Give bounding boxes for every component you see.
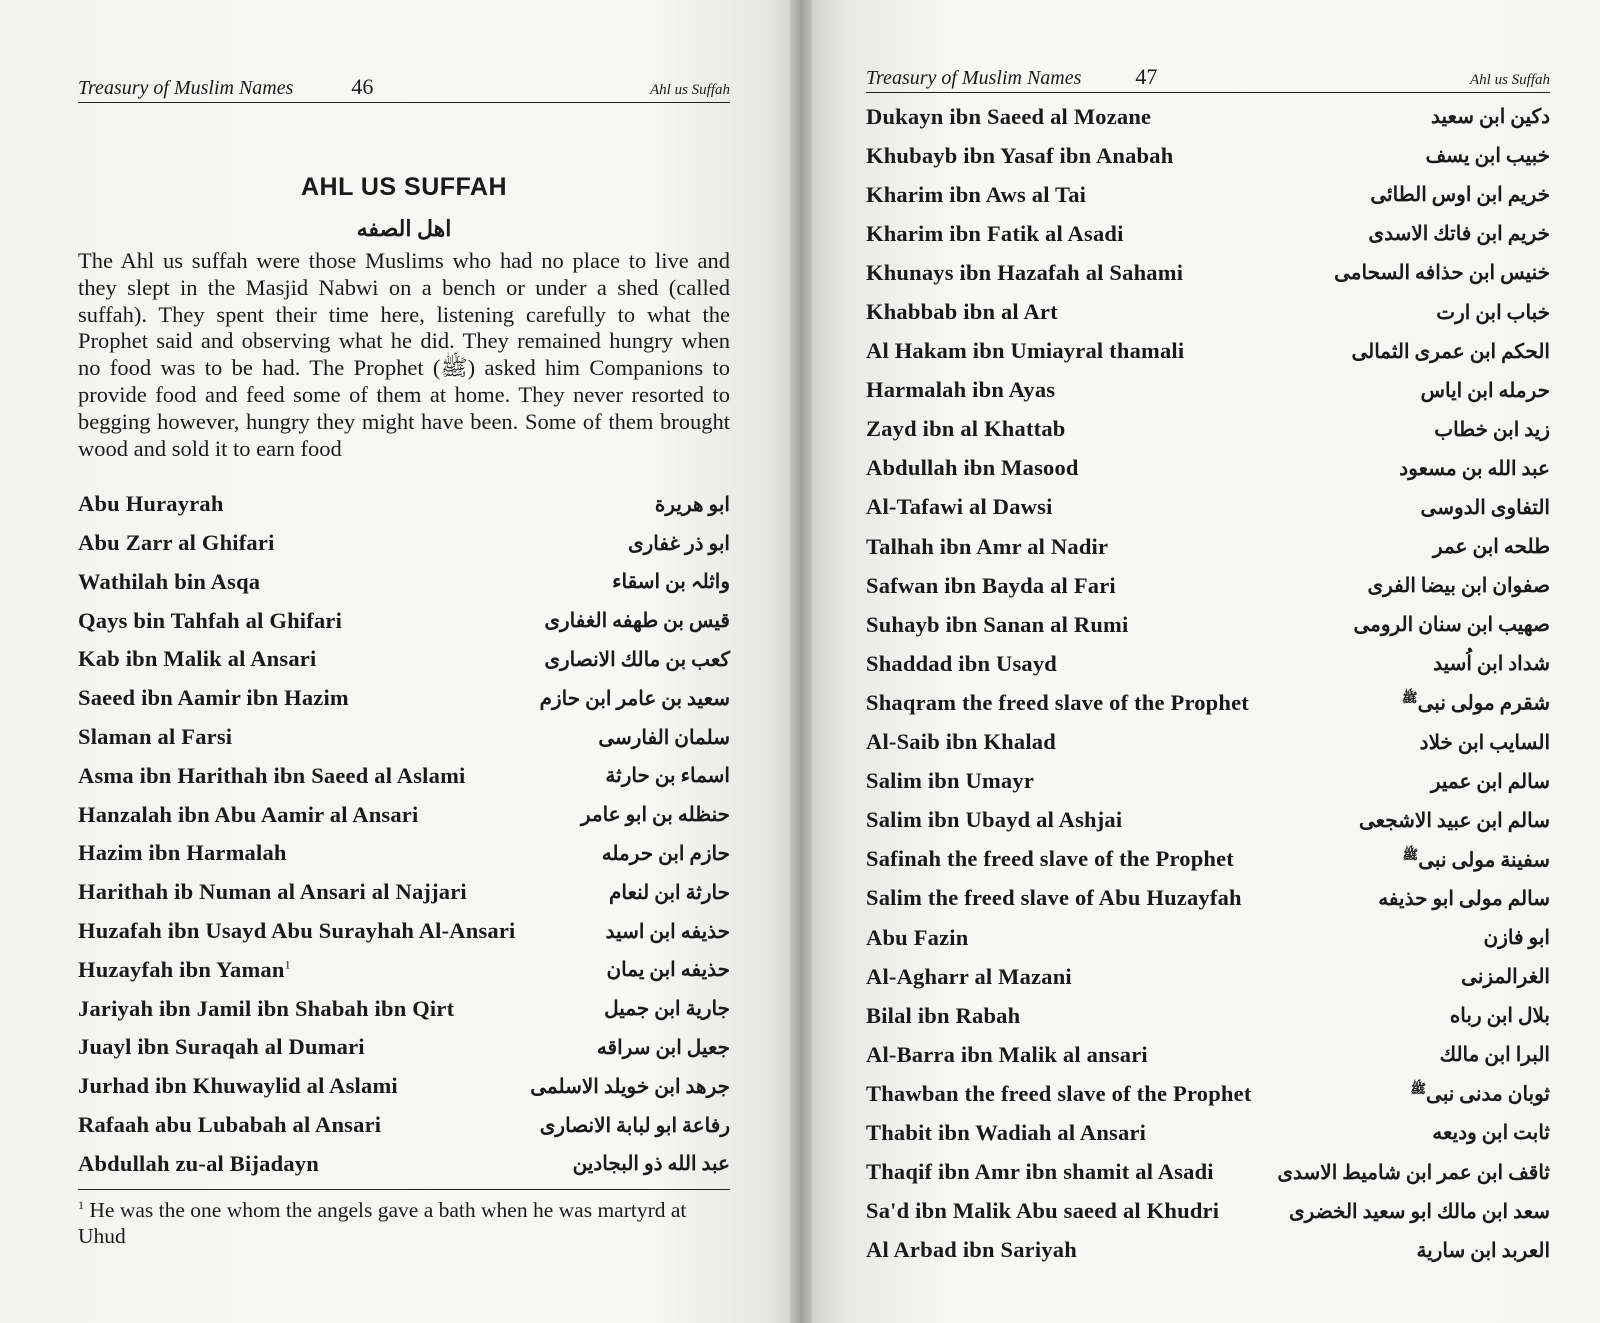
footnote-marker: 1 <box>78 1198 84 1213</box>
section-title: AHL US SUFFAH <box>300 173 508 201</box>
name-row <box>866 566 1550 605</box>
arabic-name-text: سالم ابن عبید الاشجعی <box>1358 809 1550 832</box>
english-name-text: Kharim ibn Fatik al Asadi <box>866 220 1124 246</box>
arabic-name <box>1416 1238 1550 1263</box>
name-row <box>78 795 730 834</box>
english-name-text: Jurhad ibn Khuwaylid al Aslami <box>78 1073 398 1099</box>
arabic-name-text: حذیفه ابن اسید <box>605 920 730 943</box>
english-name-text: Abu Fazin <box>866 924 969 950</box>
arabic-name <box>1408 1081 1550 1107</box>
english-name-text: Zayd ibn al Khattab <box>866 416 1066 442</box>
name-row <box>78 873 730 912</box>
english-name <box>866 182 1086 208</box>
name-row <box>78 756 730 795</box>
arabic-name <box>1434 417 1550 442</box>
book-title: Treasury of Muslim Names <box>78 77 294 99</box>
names-list <box>866 97 1550 1270</box>
name-row <box>866 605 1550 644</box>
name-row <box>78 950 730 989</box>
name-row <box>866 175 1550 214</box>
arabic-name-text: قیس بن طهفه الغفاری <box>544 610 730 633</box>
english-name-text: Rafaah abu Lubabah al Ansari <box>78 1112 382 1138</box>
arabic-name <box>1421 378 1550 403</box>
arabic-name-text: ثوبان مدنی نبی <box>1426 1083 1550 1106</box>
english-name-text: Talhah ibn Amr al Nadir <box>866 533 1109 559</box>
english-name <box>866 729 1056 755</box>
arabic-name-text: ابو ذر غفاری <box>627 532 730 555</box>
english-name-text: Al-Saib ibn Khalad <box>866 729 1056 755</box>
english-name <box>866 1198 1219 1224</box>
arabic-name <box>540 1113 730 1138</box>
english-name-text: Kab ibn Malik al Ansari <box>78 646 317 672</box>
english-name <box>866 260 1183 286</box>
english-name-text: Harmalah ibn Ayas <box>866 377 1056 403</box>
name-row <box>866 1192 1550 1231</box>
english-name <box>78 608 342 634</box>
intro-paragraph: The Ahl us suffah were those Muslims who had no place to live and they slept in the Masjid Nabwi on a bench or under a shed (called suffah). They spent their time here, listening carefully to what the Prophet said and observing what he did. They remained hungry when no food was to be had. The Prophet (ﷺ) asked him Companions to provide food and feed some of them at home. They never resorted to begging however, hungry they might have been. Some of them brought wood and sold it to earn food <box>78 248 730 461</box>
name-row <box>866 1035 1550 1074</box>
book-title: Treasury of Muslim Names <box>866 67 1082 89</box>
english-name <box>866 1237 1077 1263</box>
names-list <box>78 485 730 1183</box>
arabic-name-text: خنیس ابن حذافه السحامی <box>1334 262 1550 285</box>
arabic-name <box>573 1151 730 1176</box>
arabic-name <box>1353 612 1550 637</box>
english-name <box>866 1120 1146 1146</box>
name-row <box>866 449 1550 488</box>
arabic-name-text: سلمان الفارسی <box>598 726 730 749</box>
arabic-name <box>1431 769 1550 794</box>
arabic-name <box>1436 300 1550 325</box>
arabic-name-text: السایب ابن خلاد <box>1419 731 1550 754</box>
english-name <box>866 221 1124 247</box>
arabic-name <box>597 1035 730 1060</box>
english-name-text: Safwan ibn Bayda al Fari <box>866 572 1116 598</box>
arabic-name <box>1450 1003 1550 1028</box>
arabic-name-text: سعد ابن مالك ابو سعید الخضری <box>1289 1200 1550 1223</box>
english-name-text: Qays bin Tahfah al Ghifari <box>78 607 343 633</box>
english-name-text: Thaqif ibn Amr ibn shamit al Asadi <box>866 1159 1214 1185</box>
arabic-name <box>1431 104 1550 129</box>
english-name-text: Jariyah ibn Jamil ibn Shabah ibn Qirt <box>78 995 455 1021</box>
name-row <box>78 640 730 679</box>
english-name <box>866 964 1072 990</box>
arabic-name <box>1421 495 1550 520</box>
arabic-name-text: سالم مولی ابو حذیفه <box>1378 887 1550 910</box>
arabic-name <box>1461 964 1550 989</box>
arabic-name-text: صفوان ابن بيضا الفرى <box>1367 575 1550 598</box>
english-name-text: Wathilah bin Asqa <box>78 568 261 594</box>
arabic-name <box>1378 886 1550 911</box>
arabic-name-text: شداد ابن اُسید <box>1433 653 1550 676</box>
arabic-name-text: خباب ابن ارت <box>1436 301 1550 324</box>
arabic-name-text: حنظله بن ابو عامر <box>580 804 730 827</box>
arabic-name <box>1420 730 1550 755</box>
arabic-name <box>540 686 730 711</box>
english-name <box>78 802 418 828</box>
arabic-name <box>1399 456 1550 481</box>
name-row <box>78 679 730 718</box>
english-name <box>866 846 1234 872</box>
english-name <box>78 1112 381 1138</box>
arabic-name <box>1368 221 1550 246</box>
english-name <box>866 377 1055 403</box>
name-row <box>78 1106 730 1145</box>
page-number: 46 <box>351 74 374 99</box>
english-name <box>78 1034 365 1060</box>
arabic-name <box>628 531 730 556</box>
arabic-name-text: ثابت ابن ودیعه <box>1432 1122 1550 1145</box>
english-name <box>866 807 1122 833</box>
name-row <box>78 1067 730 1106</box>
english-name <box>866 534 1108 560</box>
english-name-text: Asma ibn Harithah ibn Saeed al Aslami <box>78 762 466 788</box>
arabic-name <box>606 957 730 982</box>
arabic-name-text: ثاقف ابن عمر ابن شامیط الاسدی <box>1277 1161 1550 1184</box>
arabic-name <box>530 1074 730 1099</box>
arabic-name <box>598 725 730 750</box>
english-name <box>866 1081 1252 1107</box>
name-row <box>866 214 1550 253</box>
arabic-name-text: حارثة ابن لنعام <box>608 881 730 904</box>
name-row <box>866 801 1550 840</box>
arabic-name-text: جارية ابن جميل <box>604 998 730 1021</box>
english-name <box>78 763 465 789</box>
english-name <box>866 1003 1020 1029</box>
honorific-glyph: ﷺ <box>1402 846 1419 862</box>
english-name-text: Sa'd ibn Malik Abu saeed al Khudri <box>866 1198 1220 1224</box>
english-name <box>78 879 467 905</box>
arabic-name <box>1433 651 1550 676</box>
english-name <box>866 690 1249 716</box>
footnote-text: He was the one whom the angels gave a bath when he was martyrd at Uhud <box>78 1198 687 1249</box>
arabic-name-text: خریم ابن فاتك الاسدی <box>1368 223 1550 246</box>
arabic-name-text: زید ابن خطاب <box>1434 418 1550 441</box>
arabic-name <box>1400 690 1550 716</box>
arabic-name <box>605 763 730 788</box>
english-name-text: Shaddad ibn Usayd <box>866 650 1058 676</box>
english-name <box>78 957 291 983</box>
english-name-text: Thawban the freed slave of the Prophet <box>866 1080 1252 1106</box>
name-row <box>866 918 1550 957</box>
arabic-name <box>1425 143 1550 168</box>
english-name <box>866 573 1116 599</box>
arabic-name-text: عبد الله بن مسعود <box>1399 457 1550 480</box>
name-row <box>78 524 730 563</box>
english-name <box>78 1151 319 1177</box>
arabic-name-text: البرا ابن مالك <box>1439 1044 1550 1067</box>
arabic-name-text: رفاعة ابو لبابة الانصاری <box>539 1114 730 1137</box>
name-row <box>866 1113 1550 1152</box>
arabic-name <box>1289 1199 1550 1224</box>
arabic-name-text: جعیل ابن سراقه <box>596 1036 730 1059</box>
english-name <box>866 338 1184 364</box>
english-name-text: Juayl ibn Suraqah al Dumari <box>78 1034 365 1060</box>
name-row <box>866 136 1550 175</box>
arabic-name-text: حذیفه ابن یمان <box>606 959 730 982</box>
name-row <box>866 292 1550 331</box>
arabic-name <box>602 841 730 866</box>
honorific-glyph: ﷺ <box>1410 1081 1427 1097</box>
arabic-name-text: کعب بن مالك الانصاری <box>544 648 730 671</box>
english-name-text: Abu Hurayrah <box>78 491 224 517</box>
name-row <box>866 488 1550 527</box>
english-name-text: Slaman al Farsi <box>78 724 233 750</box>
arabic-name <box>609 880 730 905</box>
english-name-text: Thabit ibn Wadiah al Ansari <box>866 1119 1147 1145</box>
arabic-name <box>581 802 730 827</box>
name-row <box>866 253 1550 292</box>
name-row <box>78 718 730 757</box>
english-name-text: Al Arbad ibn Sariyah <box>866 1237 1077 1263</box>
arabic-name <box>1433 534 1550 559</box>
arabic-name-text: صهیب ابن سنان الرومی <box>1353 614 1550 637</box>
english-name-text: Hanzalah ibn Abu Aamir al Ansari <box>78 801 419 827</box>
arabic-name-text: حرمله ابن ایاس <box>1420 379 1550 402</box>
arabic-name-text: خبیب ابن یسف <box>1425 145 1550 168</box>
name-row <box>78 1028 730 1067</box>
arabic-name-text: سعید بن عامر ابن حازم <box>539 687 730 710</box>
arabic-name-text: التفاوی الدوسی <box>1420 496 1550 519</box>
english-name-text: Dukayn ibn Saeed al Mozane <box>866 103 1152 129</box>
arabic-name <box>1432 1120 1550 1145</box>
arabic-name <box>544 608 730 633</box>
arabic-name-text: خریم ابن اوس الطائی <box>1370 184 1550 207</box>
english-name <box>866 925 968 951</box>
name-row <box>866 996 1550 1035</box>
english-name-text: Kharim ibn Aws al Tai <box>866 181 1087 207</box>
arabic-name-text: بلال ابن رباه <box>1449 1005 1550 1028</box>
arabic-name-text: شقرم مولی نبی <box>1417 692 1550 715</box>
arabic-name-text: العربد ابن سارية <box>1416 1239 1550 1262</box>
right-page <box>800 0 1600 1323</box>
arabic-name <box>1359 808 1550 833</box>
page-header <box>78 74 730 103</box>
name-row <box>866 97 1550 136</box>
english-name <box>866 494 1053 520</box>
english-name <box>866 299 1058 325</box>
name-row <box>78 912 730 951</box>
name-row <box>866 1074 1550 1113</box>
english-name <box>866 455 1079 481</box>
arabic-name <box>1370 182 1550 207</box>
english-name-text: Abdullah zu-al Bijadayn <box>78 1150 319 1176</box>
english-name <box>78 840 287 866</box>
arabic-name <box>1401 847 1550 873</box>
english-name <box>78 491 224 517</box>
english-name-text: Safinah the freed slave of the Prophet <box>866 846 1234 872</box>
arabic-name-text: حازم ابن حرمله <box>601 842 730 865</box>
arabic-name-text: ابو هريرة <box>654 493 730 516</box>
running-section-title: Ahl us Suffah <box>649 82 730 98</box>
footnote-reference: 1 <box>284 957 291 972</box>
arabic-name-text: ابو فازن <box>1483 927 1550 950</box>
english-name-text: Abu Zarr al Ghifari <box>78 530 275 556</box>
arabic-name <box>604 996 730 1021</box>
english-name-text: Al-Barra ibn Malik al ansari <box>866 1041 1148 1067</box>
name-row <box>78 834 730 873</box>
arabic-name-text: جرهد ابن خویلد الاسلمی <box>530 1075 730 1098</box>
name-row <box>78 485 730 524</box>
english-name-text: Saeed ibn Aamir ibn Hazim <box>78 685 349 711</box>
name-row <box>866 762 1550 801</box>
english-name <box>866 768 1034 794</box>
page-header <box>866 64 1550 93</box>
english-name <box>78 685 349 711</box>
name-row <box>78 562 730 601</box>
arabic-name-text: سفینة مولی نبی <box>1418 849 1550 872</box>
english-name <box>78 569 260 595</box>
english-name-text: Harithah ib Numan al Ansari al Najjari <box>78 879 467 905</box>
english-name-text: Khunays ibn Hazafah al Sahami <box>866 259 1184 285</box>
footnote <box>78 1189 730 1249</box>
english-name-text: Hazim ibn Harmalah <box>78 840 287 866</box>
running-section-title: Ahl us Suffah <box>1469 72 1550 88</box>
name-row <box>866 879 1550 918</box>
name-row <box>866 332 1550 371</box>
english-name-text: Shaqram the freed slave of the Prophet <box>866 689 1249 715</box>
name-row <box>866 371 1550 410</box>
english-name-text: Khabbab ibn al Art <box>866 299 1058 325</box>
name-row <box>866 840 1550 879</box>
name-row <box>866 1153 1550 1192</box>
english-name-text: Salim ibn Ubayd al Ashjai <box>866 807 1123 833</box>
name-row <box>78 989 730 1028</box>
name-row <box>866 1231 1550 1270</box>
english-name-text: Khubayb ibn Yasaf ibn Anabah <box>866 142 1174 168</box>
arabic-name-text: عبد الله ذو البجادين <box>572 1153 730 1176</box>
name-row <box>78 1144 730 1183</box>
english-name <box>866 1159 1214 1185</box>
english-name-text: Al-Agharr al Mazani <box>866 963 1072 989</box>
name-row <box>866 527 1550 566</box>
arabic-name-text: الحكم ابن عمری الثمالی <box>1351 340 1550 363</box>
english-name <box>866 612 1128 638</box>
english-name-text: Salim the freed slave of Abu Huzayfah <box>866 885 1242 911</box>
english-name <box>866 416 1066 442</box>
name-row <box>866 683 1550 722</box>
english-name-text: Suhayb ibn Sanan al Rumi <box>866 611 1129 637</box>
english-name <box>78 646 316 672</box>
section-title-arabic: اهل الصفه <box>356 216 452 241</box>
arabic-name-text: واثلہ بن اسقاء <box>612 571 730 594</box>
english-name <box>78 1073 398 1099</box>
arabic-name-text: طلحه ابن عمر <box>1432 536 1550 559</box>
name-row <box>866 723 1550 762</box>
english-name <box>78 918 516 944</box>
arabic-name <box>606 919 730 944</box>
arabic-name-text: اسماء بن حارثة <box>605 765 730 788</box>
arabic-name <box>655 492 730 517</box>
english-name-text: Huzayfah ibn Yaman <box>78 956 285 982</box>
arabic-name-text: الغرالمزنی <box>1461 966 1550 989</box>
english-name-text: Bilal ibn Rabah <box>866 1002 1021 1028</box>
arabic-name <box>544 647 730 672</box>
english-name-text: Al-Tafawi al Dawsi <box>866 494 1053 520</box>
arabic-name-text: دکین ابن سعید <box>1431 106 1550 129</box>
arabic-name-text: سالم ابن عمیر <box>1430 770 1550 793</box>
honorific-glyph: ﷺ <box>1401 690 1418 706</box>
english-name <box>866 651 1057 677</box>
arabic-name <box>1351 339 1550 364</box>
name-row <box>78 601 730 640</box>
page-number: 47 <box>1135 64 1158 89</box>
english-name-text: Abdullah ibn Masood <box>866 455 1079 481</box>
book-gutter <box>790 0 812 1323</box>
english-name <box>866 1042 1148 1068</box>
arabic-name <box>1440 1042 1550 1067</box>
english-name <box>866 885 1242 911</box>
name-row <box>866 644 1550 683</box>
arabic-name <box>1277 1160 1550 1185</box>
english-name <box>78 724 232 750</box>
arabic-name <box>1334 260 1550 285</box>
english-name <box>866 104 1151 130</box>
english-name <box>866 143 1173 169</box>
name-row <box>866 957 1550 996</box>
english-name-text: Salim ibn Umayr <box>866 768 1035 794</box>
english-name <box>78 996 454 1022</box>
arabic-name <box>612 569 730 594</box>
english-name <box>78 530 275 556</box>
english-name-text: Al Hakam ibn Umiayral thamali <box>866 338 1185 364</box>
arabic-name <box>1484 925 1550 950</box>
name-row <box>866 410 1550 449</box>
arabic-name <box>1367 573 1550 598</box>
english-name-text: Huzafah ibn Usayd Abu Surayhah Al-Ansari <box>78 918 516 944</box>
